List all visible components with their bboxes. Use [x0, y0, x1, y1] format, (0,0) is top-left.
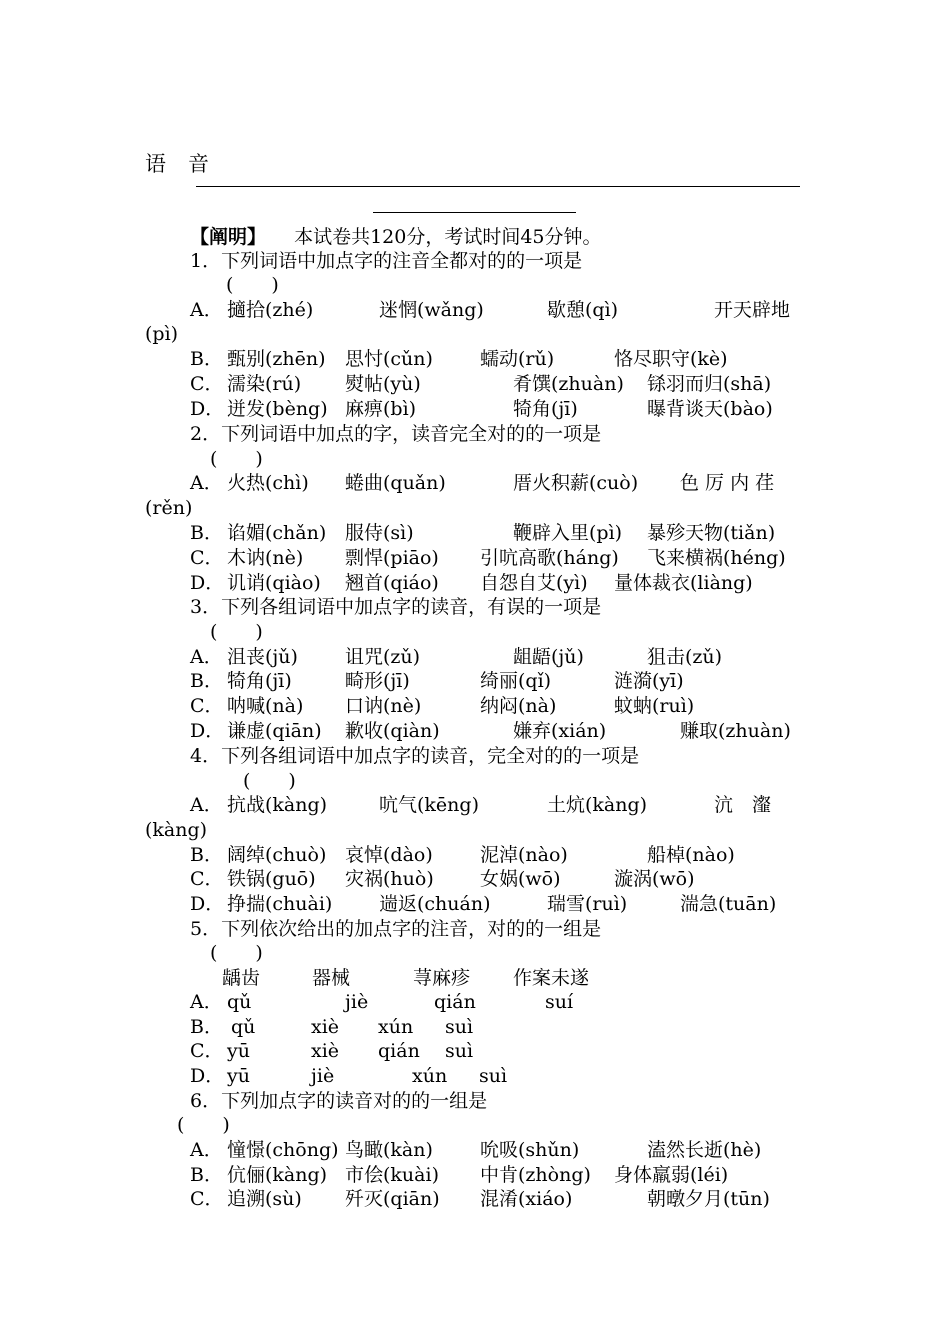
- option-item: 溘然长逝(hè): [647, 1139, 762, 1161]
- option-letter: C．: [190, 868, 224, 890]
- option-item: 服侍(sì): [345, 522, 414, 544]
- option-row: [0, 347, 950, 371]
- option-item: 蚊蚋(ruì): [614, 695, 695, 717]
- header-rule-short: [373, 212, 576, 213]
- option-item: xún: [378, 1016, 414, 1038]
- option-item: qián: [434, 991, 476, 1013]
- option-item: 纳闷(nà): [480, 695, 557, 717]
- option-item: 翘首(qiáo): [345, 572, 439, 594]
- page-title: 语音: [145, 152, 231, 176]
- question-stem: 6．下列加点字的读音对的的一组是: [190, 1090, 488, 1112]
- option-item: 谦虚(qiān): [227, 720, 322, 742]
- word-item: 荨麻疹: [413, 967, 471, 989]
- option-item: 蜷曲(quǎn): [345, 472, 446, 494]
- option-letter: D．: [190, 1065, 225, 1087]
- option-item: 思忖(cǔn): [345, 348, 433, 370]
- option-item: jiè: [311, 1065, 335, 1087]
- option-item: 讥诮(qiào): [227, 572, 321, 594]
- option-item: 身体羸弱(léi): [614, 1164, 729, 1186]
- option-item: xiè: [311, 1040, 340, 1062]
- option-item: 开天辟地: [714, 299, 791, 321]
- option-row: [0, 1187, 950, 1211]
- option-item: 涟漪(yī): [614, 670, 684, 692]
- option-letter: D．: [190, 398, 225, 420]
- option-item: 厝火积薪(cuò): [513, 472, 639, 494]
- option-letter: A．: [190, 1139, 223, 1161]
- option-item: 漩涡(wō): [614, 868, 695, 890]
- option-item: qǔ: [227, 991, 252, 1013]
- option-letter: C．: [190, 373, 224, 395]
- option-row: [0, 669, 950, 693]
- option-letter: B．: [190, 522, 223, 544]
- option-item: 赚取(zhuàn): [680, 720, 791, 742]
- option-item: suì: [445, 1040, 474, 1062]
- option-letter: D．: [190, 572, 225, 594]
- option-item: 吭气(kēng): [379, 794, 479, 816]
- word-item: 器械: [312, 967, 351, 989]
- answer-paren: ( ): [210, 448, 263, 470]
- option-letter: B．: [190, 844, 223, 866]
- option-item: 熨帖(yù): [345, 373, 421, 395]
- option-item: 女娲(wō): [480, 868, 561, 890]
- option-item: yū: [227, 1065, 250, 1087]
- option-item: 沆 瀣: [714, 794, 772, 816]
- option-item: 歉收(qiàn): [345, 720, 440, 742]
- option-wrap: (rěn): [145, 497, 193, 519]
- option-item: 船棹(nào): [647, 844, 735, 866]
- question-stem: 1．下列词语中加点字的注音全都对的的一项是: [190, 250, 583, 272]
- option-item: 量体裁衣(liàng): [614, 572, 753, 594]
- option-item: 剽悍(piāo): [345, 547, 439, 569]
- option-item: 麻痹(bì): [345, 398, 417, 420]
- option-item: xiè: [311, 1016, 340, 1038]
- option-item: 自怨自艾(yì): [480, 572, 588, 594]
- option-item: 蠕动(rǔ): [480, 348, 555, 370]
- option-row: [0, 1064, 950, 1088]
- notice-line: [190, 225, 602, 249]
- option-item: suì: [445, 1016, 474, 1038]
- option-item: 狙击(zǔ): [647, 646, 723, 668]
- word-row: [0, 966, 950, 990]
- option-item: 犄角(jī): [513, 398, 578, 420]
- option-item: 引吭高歌(háng): [480, 547, 619, 569]
- option-row: [0, 990, 950, 1014]
- answer-paren: ( ): [226, 274, 279, 296]
- option-item: 飞来横祸(héng): [647, 547, 786, 569]
- notice-text: 本试卷共120分，考试时间45分钟。: [294, 226, 602, 248]
- option-item: 湍急(tuān): [680, 893, 777, 915]
- option-item: 口讷(nè): [345, 695, 422, 717]
- option-item: 肴馔(zhuàn): [513, 373, 624, 395]
- option-row: [0, 892, 950, 916]
- option-row: [0, 1015, 950, 1039]
- option-item: 诅咒(zǔ): [345, 646, 421, 668]
- option-item: 瑞雪(ruì): [547, 893, 628, 915]
- question-stem: 4．下列各组词语中加点字的读音，完全对的的一项是: [190, 745, 640, 767]
- option-row: [0, 521, 950, 545]
- option-item: 伉俪(kàng): [227, 1164, 328, 1186]
- option-row: [0, 471, 950, 495]
- option-item: 色 厉 内 荏: [680, 472, 775, 494]
- option-item: 嫌弃(xián): [513, 720, 607, 742]
- notice-label: 【阐明】: [190, 226, 267, 248]
- option-letter: C．: [190, 695, 224, 717]
- option-item: 中肯(zhòng): [480, 1164, 591, 1186]
- option-letter: D．: [190, 720, 225, 742]
- option-item: 迸发(bèng): [227, 398, 328, 420]
- option-letter: D．: [190, 893, 225, 915]
- option-letter: B．: [190, 670, 223, 692]
- option-item: 哀悼(dào): [345, 844, 433, 866]
- option-item: 鸟瞰(kàn): [345, 1139, 433, 1161]
- answer-paren: ( ): [210, 942, 263, 964]
- option-item: 呐喊(nà): [227, 695, 304, 717]
- option-item: 铩羽而归(shā): [647, 373, 772, 395]
- option-item: 朝暾夕月(tūn): [647, 1188, 770, 1210]
- word-item: 龋齿: [222, 967, 261, 989]
- answer-paren: ( ): [210, 621, 263, 643]
- option-item: suí: [545, 991, 574, 1013]
- option-item: 遄返(chuán): [379, 893, 491, 915]
- option-item: 混淆(xiáo): [480, 1188, 573, 1210]
- option-row: [0, 867, 950, 891]
- option-item: suì: [479, 1065, 508, 1087]
- option-row: [0, 1138, 950, 1162]
- option-item: 畸形(jī): [345, 670, 410, 692]
- header-rule-long: [196, 186, 800, 187]
- option-item: 歼灭(qiān): [345, 1188, 440, 1210]
- option-row: [0, 546, 950, 570]
- question-stem: 3．下列各组词语中加点字的读音，有误的一项是: [190, 596, 602, 618]
- option-item: 灾祸(huò): [345, 868, 434, 890]
- option-row: [0, 719, 950, 743]
- option-item: 鞭辟入里(pì): [513, 522, 623, 544]
- option-item: qǔ: [231, 1016, 256, 1038]
- question-stem: 5．下列依次给出的加点字的注音，对的的一组是: [190, 918, 602, 940]
- option-letter: A．: [190, 299, 223, 321]
- option-row: [0, 645, 950, 669]
- option-row: [0, 1163, 950, 1187]
- option-row: [0, 397, 950, 421]
- option-item: 歇憩(qì): [547, 299, 619, 321]
- option-item: 沮丧(jǔ): [227, 646, 298, 668]
- option-item: 暴殄天物(tiǎn): [647, 522, 776, 544]
- option-letter: C．: [190, 1188, 224, 1210]
- option-letter: B．: [190, 348, 223, 370]
- option-item: 憧憬(chōng): [227, 1139, 339, 1161]
- option-item: 抗战(kàng): [227, 794, 328, 816]
- option-letter: A．: [190, 472, 223, 494]
- option-row: [0, 571, 950, 595]
- option-item: 泥淖(nào): [480, 844, 568, 866]
- option-item: 擿拾(zhé): [227, 299, 314, 321]
- option-item: 谄媚(chǎn): [227, 522, 327, 544]
- option-item: 迷惘(wǎng): [379, 299, 484, 321]
- option-row: [0, 793, 950, 817]
- answer-paren: ( ): [243, 770, 296, 792]
- option-item: 木讷(nè): [227, 547, 304, 569]
- option-letter: A．: [190, 794, 223, 816]
- option-letter: A．: [190, 646, 223, 668]
- option-item: 铁锅(guō): [227, 868, 316, 890]
- option-row: [0, 298, 950, 322]
- option-item: 绮丽(qǐ): [480, 670, 552, 692]
- option-item: qián: [378, 1040, 420, 1062]
- option-item: yū: [227, 1040, 250, 1062]
- option-item: 曝背谈天(bào): [647, 398, 773, 420]
- option-item: 市侩(kuài): [345, 1164, 439, 1186]
- option-letter: B．: [190, 1016, 223, 1038]
- option-row: [0, 372, 950, 396]
- option-item: 追溯(sù): [227, 1188, 302, 1210]
- option-row: [0, 1039, 950, 1063]
- option-item: 吮吸(shǔn): [480, 1139, 580, 1161]
- option-row: [0, 843, 950, 867]
- option-letter: C．: [190, 1040, 224, 1062]
- option-item: 火热(chì): [227, 472, 309, 494]
- option-letter: C．: [190, 547, 224, 569]
- option-item: 恪尽职守(kè): [614, 348, 728, 370]
- option-item: jiè: [345, 991, 369, 1013]
- option-item: xún: [412, 1065, 448, 1087]
- option-item: 挣揣(chuài): [227, 893, 333, 915]
- option-item: 龃龉(jǔ): [513, 646, 584, 668]
- option-item: 甄别(zhēn): [227, 348, 326, 370]
- question-stem: 2．下列词语中加点的字，读音完全对的的一项是: [190, 423, 602, 445]
- option-wrap: (kàng): [145, 819, 208, 841]
- option-item: 土炕(kàng): [547, 794, 648, 816]
- option-letter: A．: [190, 991, 223, 1013]
- word-item: 作案未遂: [513, 967, 590, 989]
- option-letter: B．: [190, 1164, 223, 1186]
- option-wrap: (pì): [145, 323, 179, 345]
- option-item: 犄角(jī): [227, 670, 292, 692]
- option-item: 濡染(rú): [227, 373, 302, 395]
- option-item: 阔绰(chuò): [227, 844, 327, 866]
- answer-paren: ( ): [177, 1114, 230, 1136]
- option-row: [0, 694, 950, 718]
